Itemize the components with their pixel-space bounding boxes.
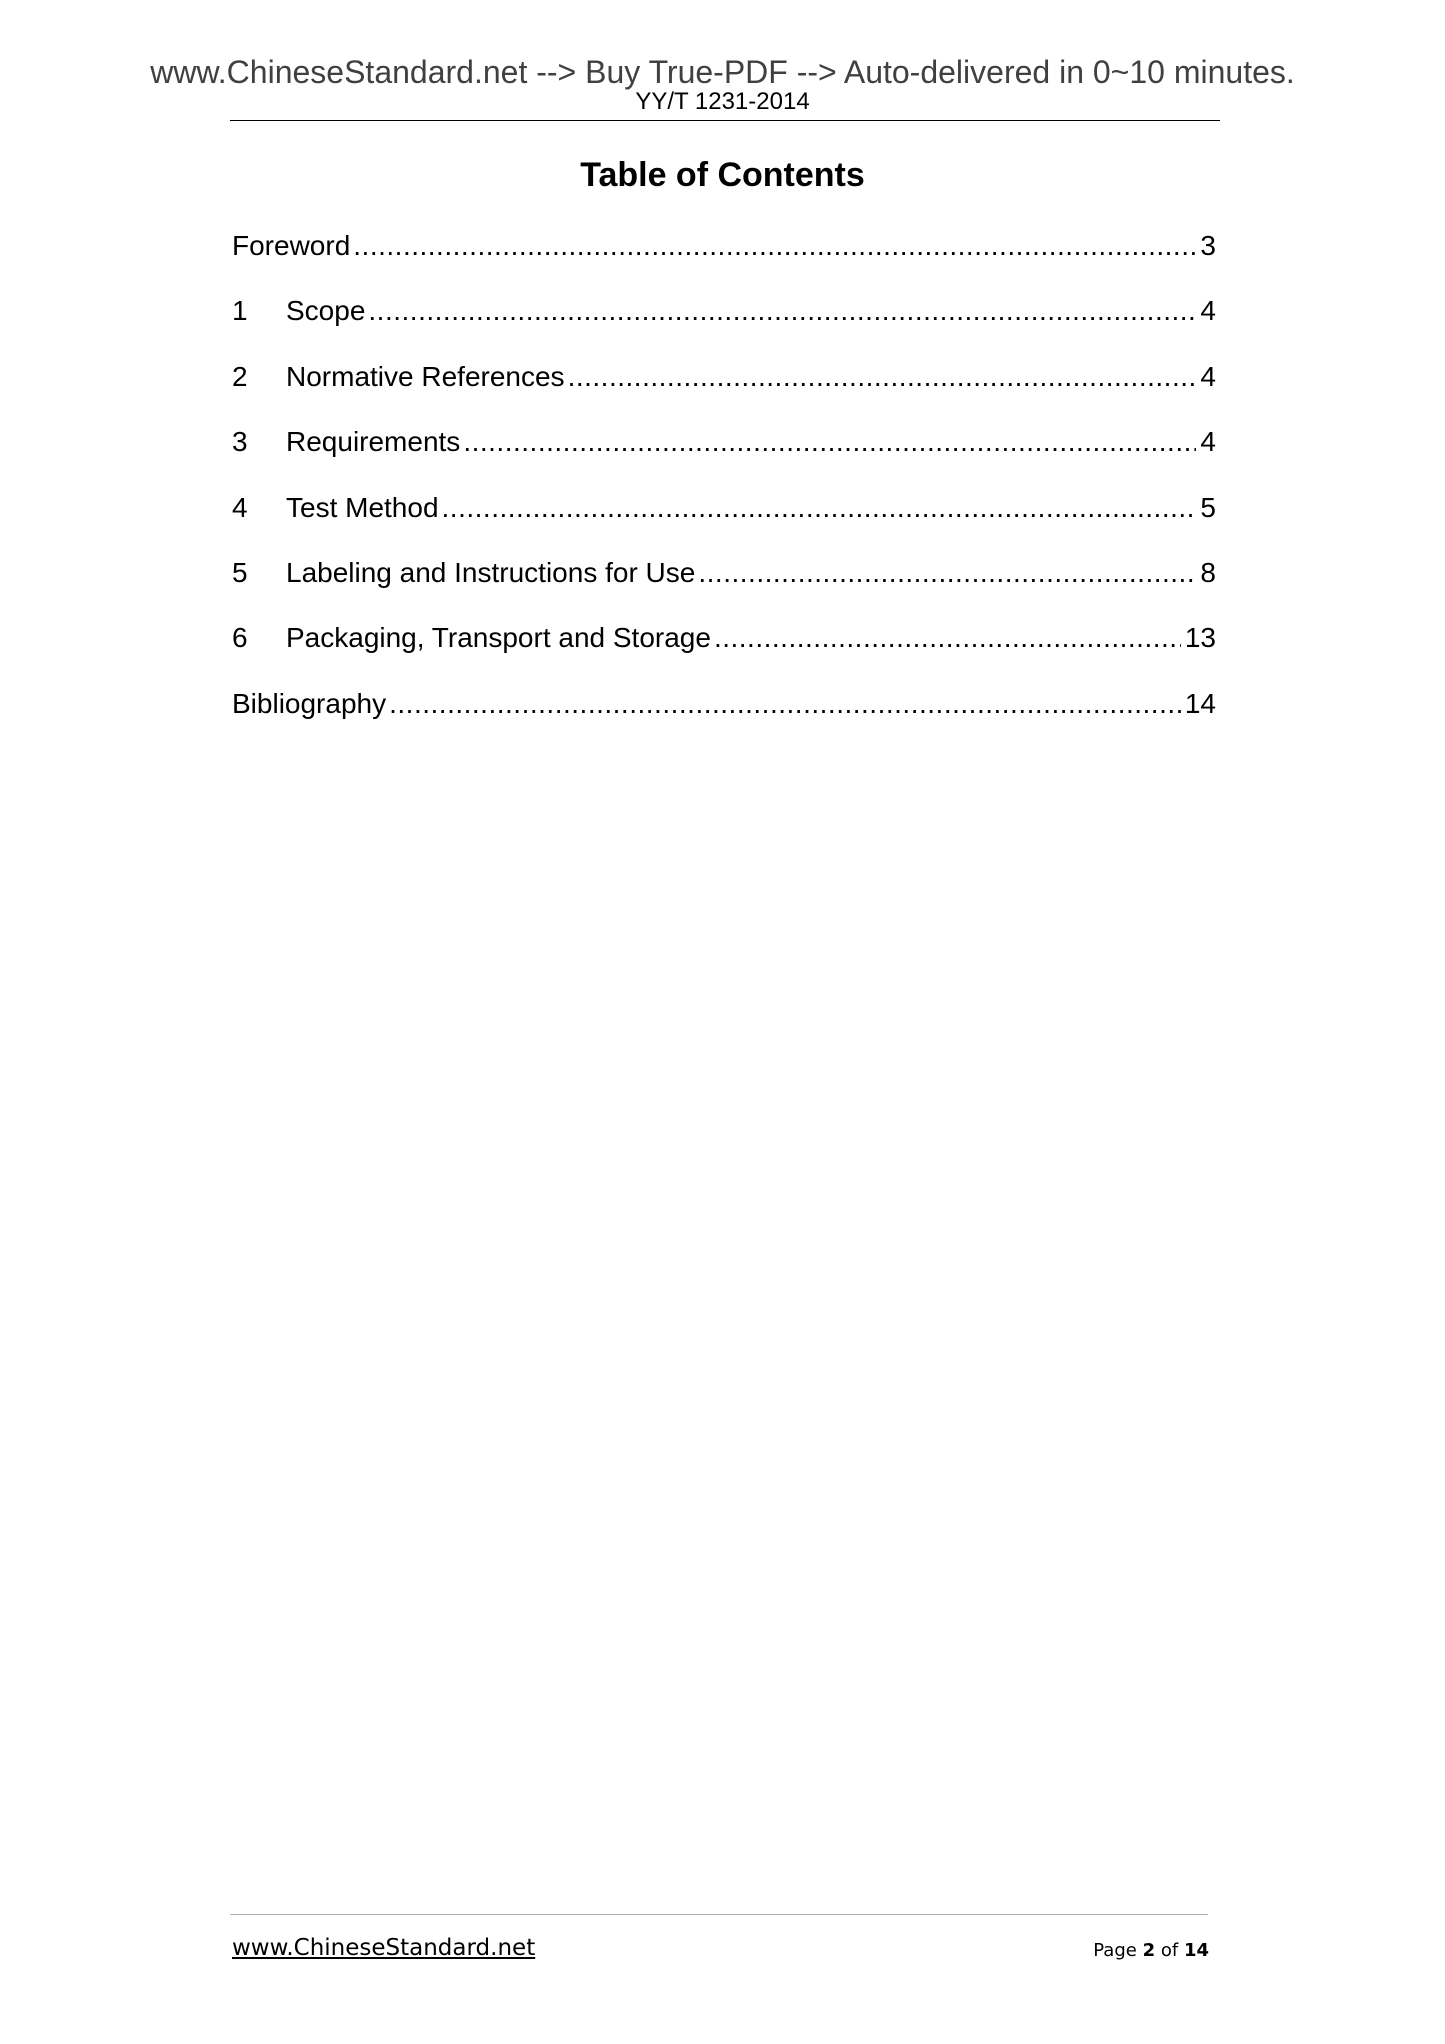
- toc-entry-label: Foreword: [232, 230, 351, 261]
- page-prefix: Page: [1093, 1940, 1137, 1961]
- toc-entry-labeling[interactable]: [232, 555, 1216, 620]
- document-number: YY/T 1231-2014: [635, 88, 810, 115]
- toc-entry-page: 4: [1200, 295, 1216, 327]
- toc-entry-test-method[interactable]: [232, 490, 1216, 555]
- toc-entry-requirements[interactable]: [232, 424, 1216, 489]
- toc-dot-leader: [698, 555, 1196, 591]
- toc-entry-page: 14: [1184, 687, 1216, 719]
- toc-entry-foreword[interactable]: [232, 228, 1216, 293]
- toc-entry-number: 6: [232, 622, 248, 654]
- toc-entry-page: 3: [1200, 230, 1216, 261]
- toc-entry-label: Requirements: [286, 426, 461, 458]
- toc-entry-number: 4: [232, 491, 248, 523]
- toc-list: [232, 228, 1216, 751]
- toc-title: Table of Contents: [580, 156, 865, 194]
- toc-dot-leader: [568, 359, 1197, 395]
- toc-entry-number: 1: [232, 295, 248, 327]
- total-pages: 14: [1183, 1940, 1209, 1961]
- toc-entry-label: Labeling and Instructions for Use: [286, 556, 696, 588]
- toc-entry-label: Bibliography: [232, 687, 387, 719]
- page-indicator: [1093, 1942, 1209, 1960]
- toc-entry-page: 13: [1184, 622, 1216, 654]
- toc-entry-number: 5: [232, 556, 248, 588]
- toc-dot-leader: [463, 424, 1196, 460]
- toc-entry-page: 8: [1200, 556, 1216, 588]
- toc-entry-number: 3: [232, 426, 248, 458]
- header-divider: [230, 120, 1220, 121]
- toc-entry-scope[interactable]: [232, 293, 1216, 358]
- toc-dot-leader: [368, 293, 1196, 329]
- toc-entry-normative-references[interactable]: [232, 359, 1216, 424]
- toc-entry-label: Normative References: [286, 360, 565, 392]
- toc-entry-packaging[interactable]: [232, 620, 1216, 685]
- page-separator: of: [1160, 1940, 1179, 1961]
- toc-entry-label: Test Method: [286, 491, 439, 523]
- toc-entry-page: 5: [1200, 491, 1216, 523]
- toc-entry-label: Packaging, Transport and Storage: [286, 622, 711, 654]
- toc-entry-number: 2: [232, 360, 248, 392]
- site-banner: www.ChineseStandard.net --> Buy True-PDF --> Auto-delivered in 0~10 minutes.: [150, 54, 1295, 90]
- toc-entry-bibliography[interactable]: [232, 686, 1216, 751]
- toc-dot-leader: [389, 686, 1181, 722]
- toc-entry-page: 4: [1200, 426, 1216, 458]
- current-page-number: 2: [1142, 1940, 1156, 1961]
- toc-entry-page: 4: [1200, 360, 1216, 392]
- toc-dot-leader: [442, 490, 1197, 526]
- toc-dot-leader: [353, 228, 1196, 264]
- footer-site-link[interactable]: www.ChineseStandard.net: [232, 1935, 536, 1961]
- footer-divider: [230, 1914, 1208, 1915]
- toc-entry-label: Scope: [286, 295, 366, 327]
- toc-dot-leader: [714, 620, 1181, 656]
